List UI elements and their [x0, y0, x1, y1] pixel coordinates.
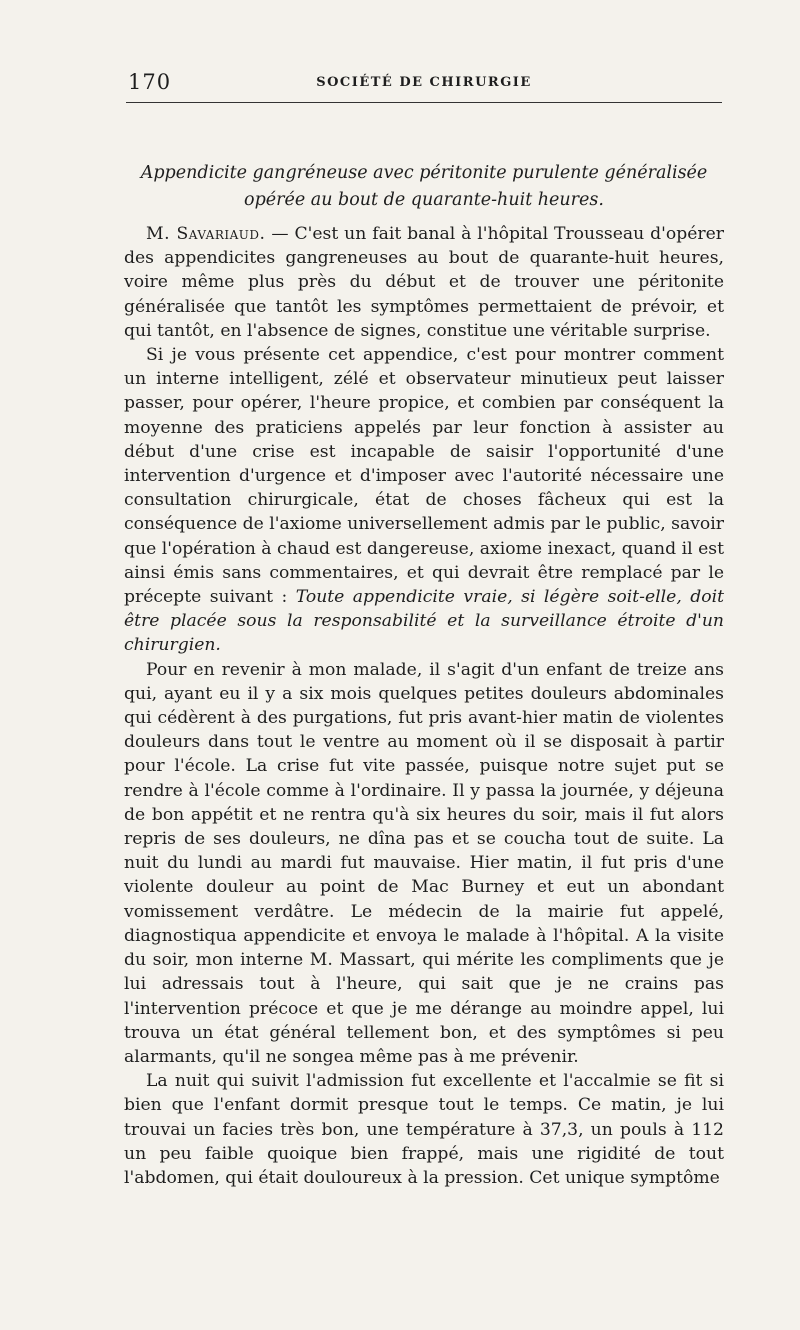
paragraph-1: [124, 222, 724, 343]
paragraph-3-text: Pour en revenir à mon malade, il s'agit d'un enfant de treize ans qui, ayant eu il y a six mois quelques petites douleurs abdominales qui cédèrent à des purgations, fut pris avant-hier matin de violentes douleurs dans tout le ventre au moment où il se disposait à partir pour l'école. La crise fut vite passée, puisque notre sujet put se rendre à l'école comme à l'ordinaire. Il y passa la journée, y déjeuna de bon appétit et ne rentra qu'à six heures du soir, mais il fut alors repris de ses douleurs, ne dîna pas et se coucha tout de suite. La nuit du lundi au mardi fut mauvaise. Hier matin, il fut pris d'une violente douleur au point de Mac Burney et eut un abondant vomissement verdâtre. Le médecin de la mairie fut appelé, diagnostiqua appendicite et envoya le malade à l'hôpital. A la visite du soir, mon interne M. Massart, qui mérite les compliments que je lui adressais tout à l'heure, qui sait que je ne crains pas l'intervention précoce et que je me dérange au moindre appel, lui trouva un état général tellement bon, et des symptômes si peu alarmants, qu'il ne songea même pas à me prévenir.: [124, 659, 724, 1067]
speaker-name: M. Savariaud.: [146, 224, 266, 244]
paragraph-4: [124, 1069, 724, 1190]
paragraph-2: [124, 343, 724, 658]
paragraph-2-text: Si je vous présente cet appendice, c'est pour montrer comment un interne intelligent, zélé et observateur minutieux peut laisser passer, pour opérer, l'heure propice, et combien par conséquent la moyenne des praticiens appelés par leur fonction à assister au début d'une crise est incapable de saisir l'opportunité d'une intervention d'urgence et d'imposer avec l'autorité nécessaire une consultation chirurgicale, état de choses fâcheux qui est la conséquence de l'axiome universellement admis par le public, savoir que l'opération à chaud est dangereuse, axiome inexact, quand il est ainsi émis sans commentaires, et qui devrait être remplacé par le précepte suivant :: [124, 345, 724, 608]
page-header: [124, 70, 724, 100]
paragraph-1-text: — C'est un fait banal à l'hôpital Trousseau d'opérer des appendicites gangreneuses au bout de quarante-huit heures, voire même plus près du début et de trouver une péritonite généralisée que tantôt les symptômes permettaient de prévoir, et qui tantôt, en l'absence de signes, constitue une véritable surprise.: [124, 224, 724, 341]
header-rule: [126, 102, 722, 103]
article-body: [124, 222, 724, 1190]
article-title: Appendicite gangréneuse avec péritonite purulente généralisée opérée au bout de quarante-huit heures.: [140, 163, 708, 210]
paragraph-3: [124, 658, 724, 1069]
page-number: 170: [128, 70, 172, 94]
running-title: SOCIÉTÉ DE CHIRURGIE: [316, 75, 532, 90]
paragraph-4-text: La nuit qui suivit l'admission fut excellente et l'accalmie se fit si bien que l'enfant dormit presque tout le temps. Ce matin, je lui trouvai un facies très bon, une température à 37,3, un pouls à 112 un peu faible quoique bien frappé, mais une rigidité de tout l'abdomen, qui était douloureux à la pression. Cet unique symptôme: [124, 1071, 724, 1188]
precept-italic: Toute appendicite vraie, si légère soit-elle, doit être placée sous la responsabilité et la surveillance étroite d'un chirurgien.: [124, 587, 724, 656]
